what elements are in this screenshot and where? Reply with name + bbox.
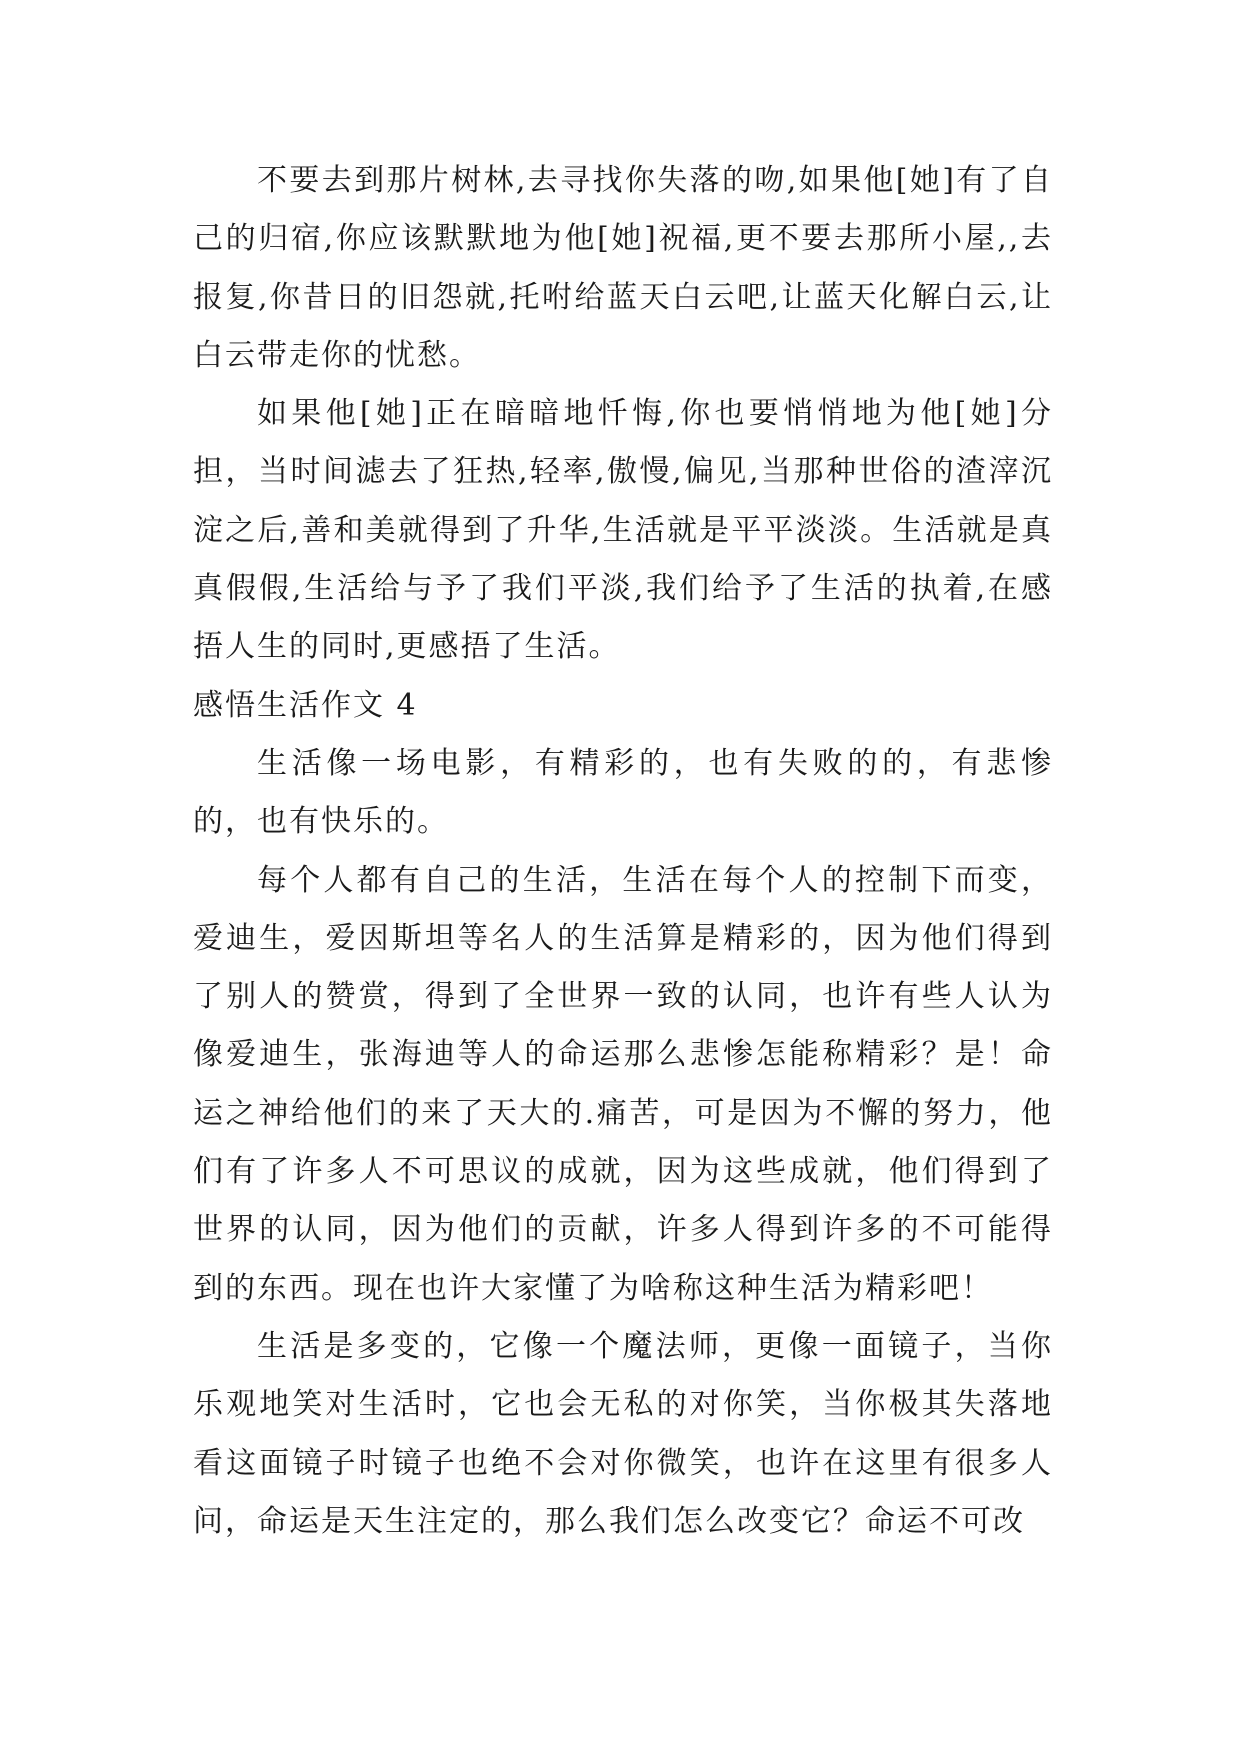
paragraph-4: 每个人都有自己的生活，生活在每个人的控制下而变，爱迪生，爱因斯坦等名人的生活算是精彩的，因为他们得到了别人的赞赏，得到了全世界一致的认同，也许有些人认为像爱迪生，张海迪等人的命运那么悲惨怎能称精彩？是！命运之神给他们的来了天大的.痛苦，可是因为不懈的努力，他们有了许多人不可思议的成就，因为这些成就，他们得到了世界的认同，因为他们的贡献，许多人得到许多的不可能得到的东西。现在也许大家懂了为啥称这种生活为精彩吧！	[193, 862, 1053, 1306]
section-heading: 感悟生活作文 4	[193, 687, 418, 723]
paragraph-1: 不要去到那片树林,去寻找你失落的吻,如果他[她]有了自己的归宿,你应该默默地为他[她]祝福,更不要去那所小屋,,去报复,你昔日的旧怨就,托咐给蓝天白云吧,让蓝天化解白云,让白云带走你的忧愁。	[193, 163, 1053, 373]
paragraph-5: 生活是多变的，它像一个魔法师，更像一面镜子，当你乐观地笑对生活时，它也会无私的对你笑，当你极其失落地看这面镜子时镜子也绝不会对你微笑，也许在这里有很多人问，命运是天生注定的，那么我们怎么改变它？命运不可改	[193, 1328, 1053, 1539]
paragraph-3: 生活像一场电影，有精彩的，也有失败的的，有悲惨的，也有快乐的。	[193, 745, 1053, 840]
paragraph-2: 如果他[她]正在暗暗地忏悔,你也要悄悄地为他[她]分担，当时间滤去了狂热,轻率,傲慢,偏见,当那种世俗的渣滓沉淀之后,善和美就得到了升华,生活就是平平淡淡。生活就是真真假假,生活给与予了我们平淡,我们给予了生活的执着,在感捂人生的同时,更感捂了生活。	[193, 396, 1053, 665]
document-body	[193, 152, 1053, 1551]
